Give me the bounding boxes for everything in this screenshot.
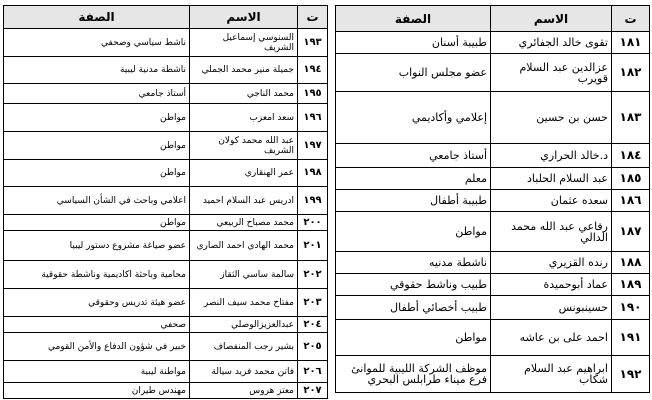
table-row: [336, 92, 650, 144]
row-number: ٢٠٤: [298, 317, 328, 333]
row-title: اعلامي وباحث في الشأن السياسي: [4, 187, 190, 215]
row-name: حسينبونس: [491, 296, 612, 320]
table-row: [4, 29, 328, 57]
row-title: موظف الشركة الليبية للموانئ فرع ميناء طرابلس البحري: [336, 356, 491, 393]
table-row: [336, 168, 650, 190]
row-number: ١٨٢: [612, 54, 650, 92]
row-name: عزالدين عبد السلام قويرب: [491, 54, 612, 92]
table-row: [336, 54, 650, 92]
row-title: مواطن: [4, 160, 190, 187]
row-number: ١٨١: [612, 32, 650, 54]
row-title: طبيبة أسنان: [336, 32, 491, 54]
row-name: ادريس عبد السلام احميد: [190, 187, 298, 215]
table-row: [336, 212, 650, 252]
row-name: رنده القزيري: [491, 252, 612, 274]
table-row: [336, 274, 650, 296]
row-name: احمد على بن عاشه: [491, 320, 612, 356]
row-number: ١٩٦: [298, 104, 328, 132]
row-number: ١٨٧: [612, 212, 650, 252]
row-title: خبير في شؤون الدفاع والأمن القومي: [4, 333, 190, 361]
row-title: معلم: [336, 168, 491, 190]
row-name: محمد الهادي احمد الصاري: [190, 231, 298, 261]
row-number: ٢٠٢: [298, 261, 328, 289]
row-number: ١٩١: [612, 320, 650, 356]
row-number: ١٩٧: [298, 132, 328, 160]
row-number: ١٩٣: [298, 29, 328, 57]
table-row: [336, 356, 650, 393]
table-header-row: [336, 6, 650, 32]
row-number: ٢٠٦: [298, 361, 328, 383]
row-name: تقوى خالد الجفائري: [491, 32, 612, 54]
table-row: [4, 289, 328, 317]
table-row: [4, 57, 328, 84]
row-name: سالمة ساسي الثقاز: [190, 261, 298, 289]
table-row: [4, 317, 328, 333]
row-title: إعلامي وأكاديمي: [336, 92, 491, 144]
row-number: ٢٠٠: [298, 215, 328, 231]
header-name: الاسم: [491, 6, 612, 32]
row-number: ١٨٩: [612, 274, 650, 296]
row-title: مواطن: [336, 320, 491, 356]
row-name: عماد أبوحميدة: [491, 274, 612, 296]
row-name: عبد السلام الحلباد: [491, 168, 612, 190]
row-name: محمد الناجي: [190, 84, 298, 104]
row-name: حسن بن حسين: [491, 92, 612, 144]
row-name: عبدالعزيزالوصلي: [190, 317, 298, 333]
row-number: ١٩٤: [298, 57, 328, 84]
row-name: سعد امعزب: [190, 104, 298, 132]
header-title: الصفة: [4, 6, 190, 29]
table-row: [4, 231, 328, 261]
table-row: [4, 261, 328, 289]
row-title: صحفي: [4, 317, 190, 333]
table-row: [4, 383, 328, 399]
row-title: عضو هيئة تدريس وحقوقي: [4, 289, 190, 317]
row-name: محمد مصباح الربيعي: [190, 215, 298, 231]
table-row: [336, 144, 650, 168]
table-row: [336, 252, 650, 274]
row-name: السنوسي إسماعيل الشريف: [190, 29, 298, 57]
table-header-row: [4, 6, 328, 29]
row-title: مواطنة ليبية: [4, 361, 190, 383]
row-name: رفاعي عبد الله محمد الدالي: [491, 212, 612, 252]
row-name: مفتاح محمد سيف النصر: [190, 289, 298, 317]
row-name: ابراهيم عبد السلام شكاب: [491, 356, 612, 393]
row-title: أستاذ جامعي: [336, 144, 491, 168]
row-number: ٢٠٣: [298, 289, 328, 317]
row-title: مواطن: [4, 215, 190, 231]
row-number: ١٨٥: [612, 168, 650, 190]
row-name: عمر الهنقاري: [190, 160, 298, 187]
header-number: ت: [298, 6, 328, 29]
table-row: [4, 160, 328, 187]
row-title: مهندس طيران: [4, 383, 190, 399]
row-title: طبيب أخصائي أطفال: [336, 296, 491, 320]
row-name: فاتن محمد فريد سيالة: [190, 361, 298, 383]
table-row: [4, 187, 328, 215]
table-row: [336, 296, 650, 320]
header-title: الصفة: [336, 6, 491, 32]
table-row: [4, 132, 328, 160]
row-title: أستاذ جامعي: [4, 84, 190, 104]
row-number: ١٩٢: [612, 356, 650, 393]
right-signatories-table: [335, 5, 650, 393]
table-row: [4, 104, 328, 132]
table-row: [336, 320, 650, 356]
row-number: ٢٠٥: [298, 333, 328, 361]
header-name: الاسم: [190, 6, 298, 29]
row-title: عضو مجلس النواب: [336, 54, 491, 92]
table-row: [4, 361, 328, 383]
row-title: ناشطة مدنية ليبية: [4, 57, 190, 84]
row-number: ١٨٤: [612, 144, 650, 168]
row-number: ١٨٦: [612, 190, 650, 212]
row-number: ١٩٠: [612, 296, 650, 320]
row-number: ٢٠٧: [298, 383, 328, 399]
row-number: ٢٠١: [298, 231, 328, 261]
row-number: ١٨٣: [612, 92, 650, 144]
left-signatories-table: [3, 5, 328, 399]
row-title: ناشط سياسي وصحفي: [4, 29, 190, 57]
table-row: [336, 32, 650, 54]
row-title: محامية وباحثة اكاديمية وناشطة حقوقية: [4, 261, 190, 289]
row-name: بشير رجب المنفصاف: [190, 333, 298, 361]
row-title: طبيبة أطفال: [336, 190, 491, 212]
row-number: ١٩٨: [298, 160, 328, 187]
row-title: مواطن: [4, 132, 190, 160]
row-name: معتز هروس: [190, 383, 298, 399]
header-number: ت: [612, 6, 650, 32]
row-name: د.خالد الحراري: [491, 144, 612, 168]
table-row: [4, 333, 328, 361]
row-title: طبيب وناشط حقوقي: [336, 274, 491, 296]
row-name: سعده عثمان: [491, 190, 612, 212]
row-number: ١٨٨: [612, 252, 650, 274]
row-number: ١٩٥: [298, 84, 328, 104]
row-title: مواطن: [4, 104, 190, 132]
row-number: ١٩٩: [298, 187, 328, 215]
table-row: [4, 215, 328, 231]
row-name: جميلة منير محمد الجملي: [190, 57, 298, 84]
table-row: [336, 190, 650, 212]
row-name: عبد الله محمد كولان الشريف: [190, 132, 298, 160]
table-row: [4, 84, 328, 104]
row-title: عضو صياغة مشروع دستور ليبيا: [4, 231, 190, 261]
row-title: مواطن: [336, 212, 491, 252]
row-title: ناشطة مدنيه: [336, 252, 491, 274]
